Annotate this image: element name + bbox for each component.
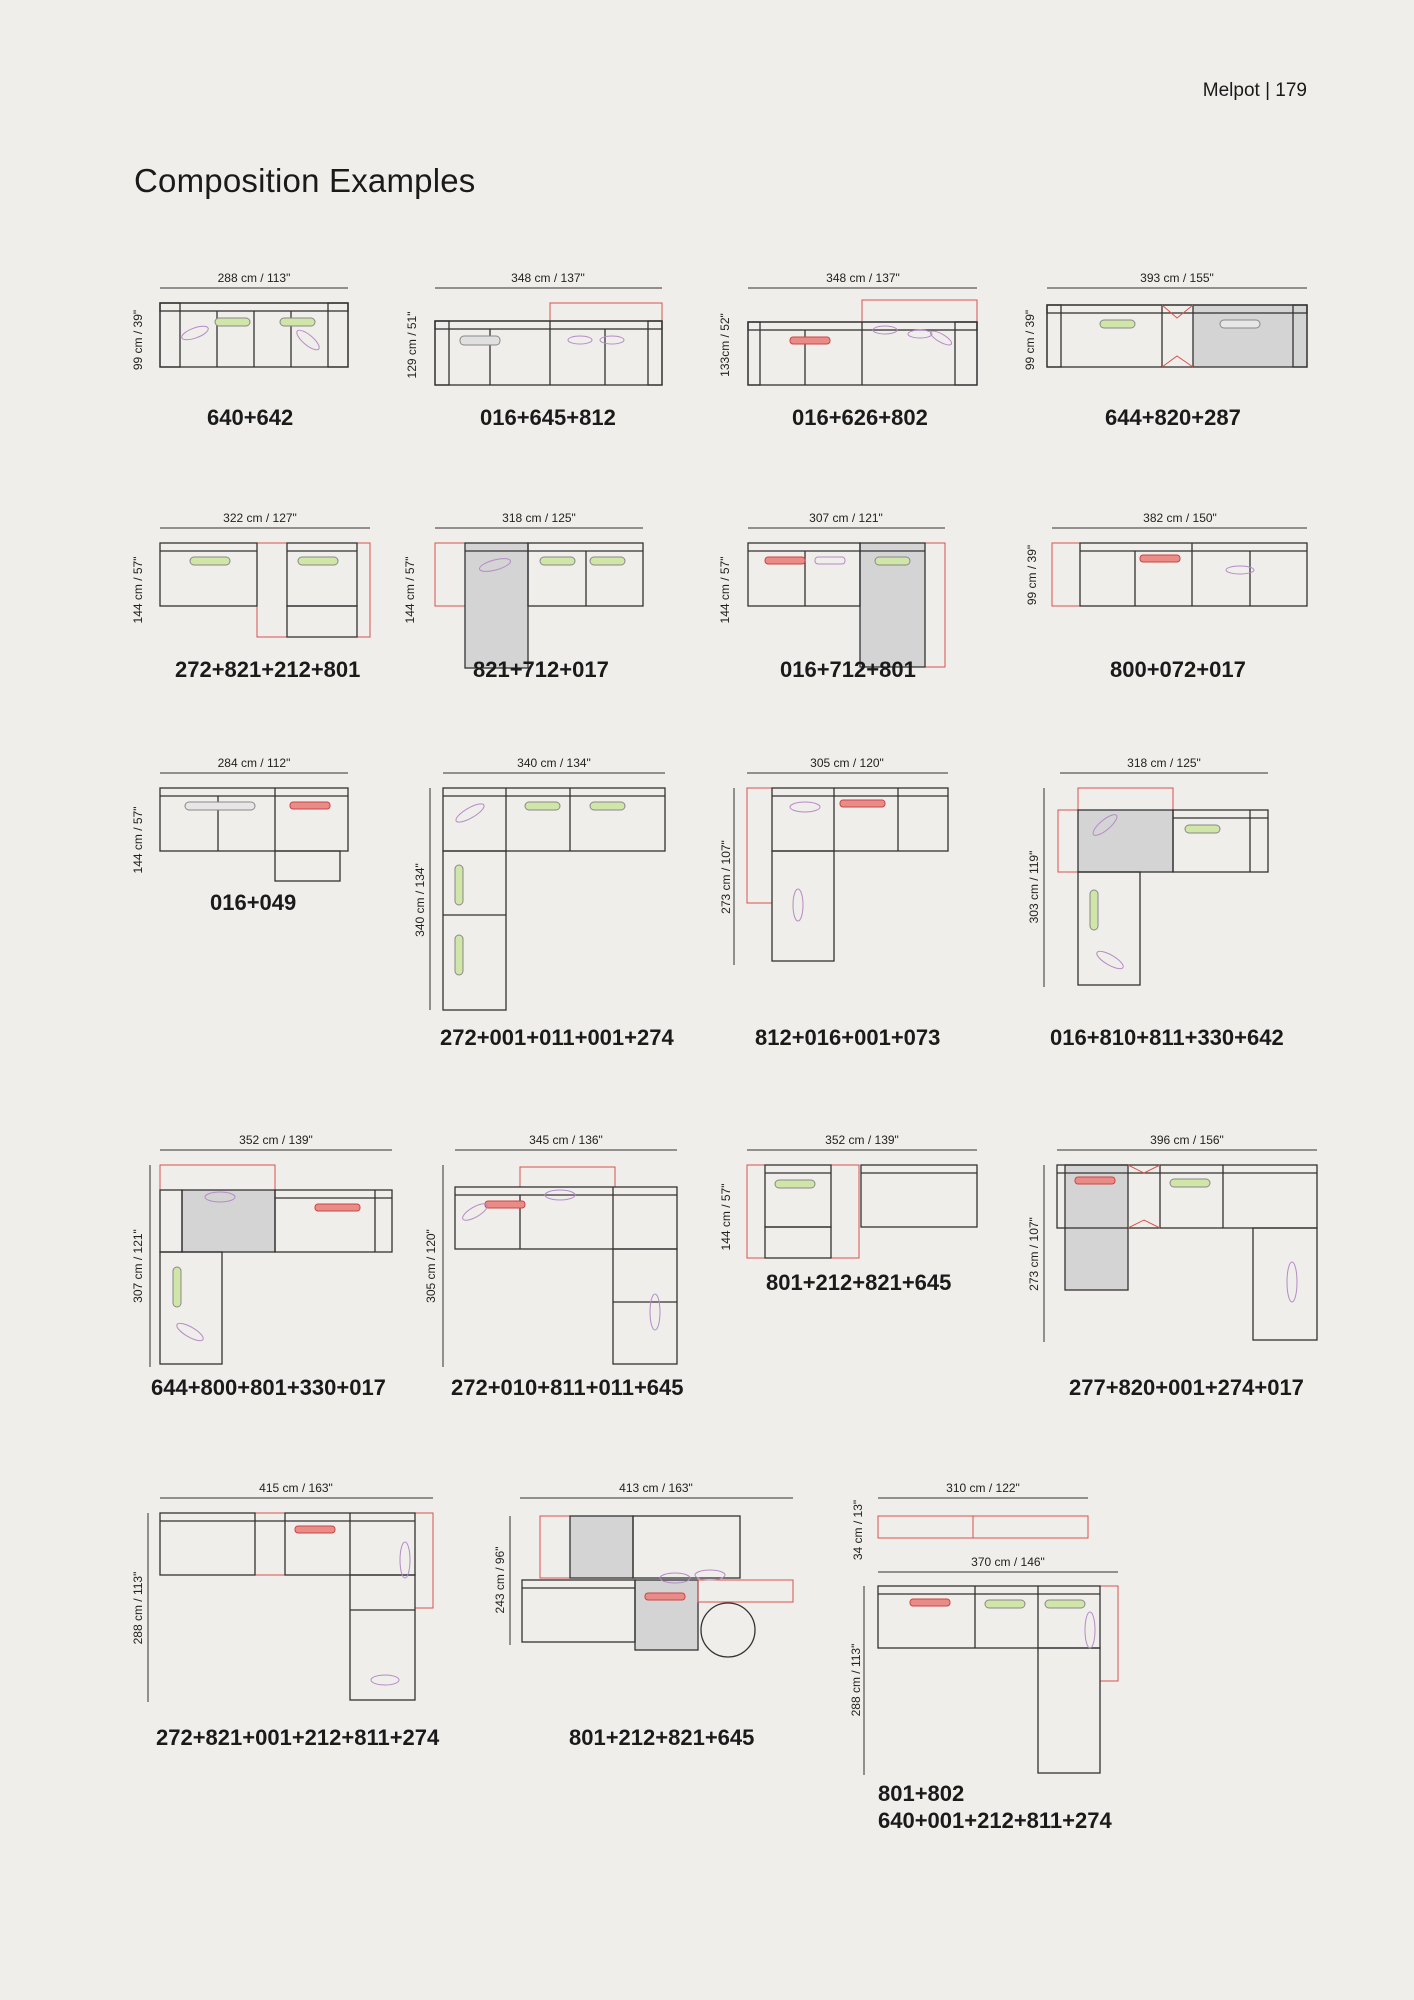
height-dimension: 133cm / 52" (718, 313, 732, 377)
composition-17-code: 272+821+001+212+811+274 (156, 1725, 440, 1750)
composition-10-code: 272+001+011+001+274 (440, 1025, 674, 1050)
height-dimension: 144 cm / 57" (131, 556, 145, 624)
width-dimension: 415 cm / 163" (259, 1481, 333, 1495)
page-title: Composition Examples (134, 162, 476, 199)
composition-19-code-line2: 640+001+212+811+274 (878, 1808, 1112, 1833)
composition-16-code: 277+820+001+274+017 (1069, 1375, 1304, 1400)
composition-8-drawing (1025, 510, 1310, 645)
brand-name: Melpot (1202, 80, 1260, 101)
height-dimension: 144 cm / 57" (719, 1183, 733, 1251)
width-dimension: 413 cm / 163" (619, 1481, 693, 1495)
composition-6-code: 821+712+017 (473, 657, 609, 682)
width-dimension: 307 cm / 121" (809, 511, 883, 525)
composition-19-drawing (840, 1480, 1130, 1780)
composition-19-code (878, 1780, 1112, 1834)
page-number: 179 (1275, 80, 1307, 101)
composition-10-drawing (410, 755, 675, 1015)
width-dimension: 340 cm / 134" (517, 756, 591, 770)
header-separator: | (1265, 80, 1271, 101)
height-dimension: 144 cm / 57" (403, 556, 417, 624)
composition-19-code-line1: 801+802 (878, 1781, 965, 1806)
height-dimension: 129 cm / 51" (405, 311, 419, 379)
height-dimension-second: 288 cm / 113" (849, 1643, 863, 1717)
composition-3-code: 016+626+802 (792, 405, 928, 430)
height-dimension: 144 cm / 57" (718, 556, 732, 624)
height-dimension: 273 cm / 107" (719, 840, 733, 914)
height-dimension: 340 cm / 134" (413, 863, 427, 937)
width-dimension: 318 cm / 125" (1127, 756, 1201, 770)
composition-18-code: 801+212+821+645 (569, 1725, 755, 1750)
height-dimension: 303 cm / 119" (1027, 850, 1041, 924)
composition-7-drawing (715, 510, 965, 645)
composition-8-code: 800+072+017 (1110, 657, 1246, 682)
height-dimension: 144 cm / 57" (131, 806, 145, 874)
composition-5-drawing (130, 510, 380, 645)
composition-7-code: 016+712+801 (780, 657, 916, 682)
height-dimension: 99 cm / 39" (131, 309, 145, 371)
composition-9-code: 016+049 (210, 890, 297, 915)
width-dimension: 348 cm / 137" (826, 271, 900, 285)
width-dimension: 288 cm / 113" (217, 271, 291, 285)
page-header (1203, 80, 1307, 102)
width-dimension: 382 cm / 150" (1143, 511, 1217, 525)
composition-14-drawing (415, 1132, 685, 1372)
height-dimension: 288 cm / 113" (131, 1571, 145, 1645)
composition-11-code: 812+016+001+073 (755, 1025, 941, 1050)
height-dimension: 273 cm / 107" (1027, 1217, 1041, 1291)
width-dimension: 352 cm / 139" (825, 1133, 899, 1147)
width-dimension: 396 cm / 156" (1150, 1133, 1224, 1147)
width-dimension: 284 cm / 112" (217, 756, 291, 770)
width-dimension: 345 cm / 136" (529, 1133, 603, 1147)
height-dimension: 99 cm / 39" (1025, 544, 1039, 606)
width-dimension: 318 cm / 125" (502, 511, 576, 525)
composition-2-drawing (400, 270, 670, 395)
composition-2-code: 016+645+812 (480, 405, 616, 430)
width-dimension: 352 cm / 139" (239, 1133, 313, 1147)
composition-1-drawing (130, 270, 360, 380)
width-dimension: 393 cm / 155" (1140, 271, 1214, 285)
composition-4-code: 644+820+287 (1105, 405, 1241, 430)
composition-5-code: 272+821+212+801 (175, 657, 361, 682)
composition-1-code: 640+642 (207, 405, 294, 430)
composition-13-code: 644+800+801+330+017 (151, 1375, 386, 1400)
width-dimension: 305 cm / 120" (810, 756, 884, 770)
composition-6-drawing (400, 510, 650, 645)
height-dimension: 307 cm / 121" (131, 1229, 145, 1303)
composition-11-drawing (720, 755, 960, 975)
height-dimension: 243 cm / 96" (493, 1546, 507, 1614)
composition-4-drawing (1023, 270, 1310, 380)
composition-16-drawing (1027, 1132, 1320, 1372)
height-dimension: 305 cm / 120" (424, 1229, 438, 1303)
height-dimension: 34 cm / 13" (851, 1499, 865, 1561)
composition-12-code: 016+810+811+330+642 (1050, 1025, 1284, 1050)
composition-15-code: 801+212+821+645 (766, 1270, 952, 1295)
width-dimension: 310 cm / 122" (946, 1481, 1020, 1495)
composition-3-drawing (715, 270, 985, 395)
width-dimension: 322 cm / 127" (223, 511, 297, 525)
composition-9-drawing (130, 755, 360, 895)
composition-18-drawing (490, 1480, 800, 1680)
composition-14-code: 272+010+811+011+645 (451, 1375, 684, 1400)
composition-12-drawing (1027, 755, 1280, 995)
composition-17-drawing (130, 1480, 440, 1710)
width-dimension-second: 370 cm / 146" (971, 1555, 1045, 1569)
composition-13-drawing (130, 1132, 400, 1372)
height-dimension: 99 cm / 39" (1023, 309, 1037, 371)
width-dimension: 348 cm / 137" (511, 271, 585, 285)
composition-15-drawing (720, 1132, 980, 1262)
